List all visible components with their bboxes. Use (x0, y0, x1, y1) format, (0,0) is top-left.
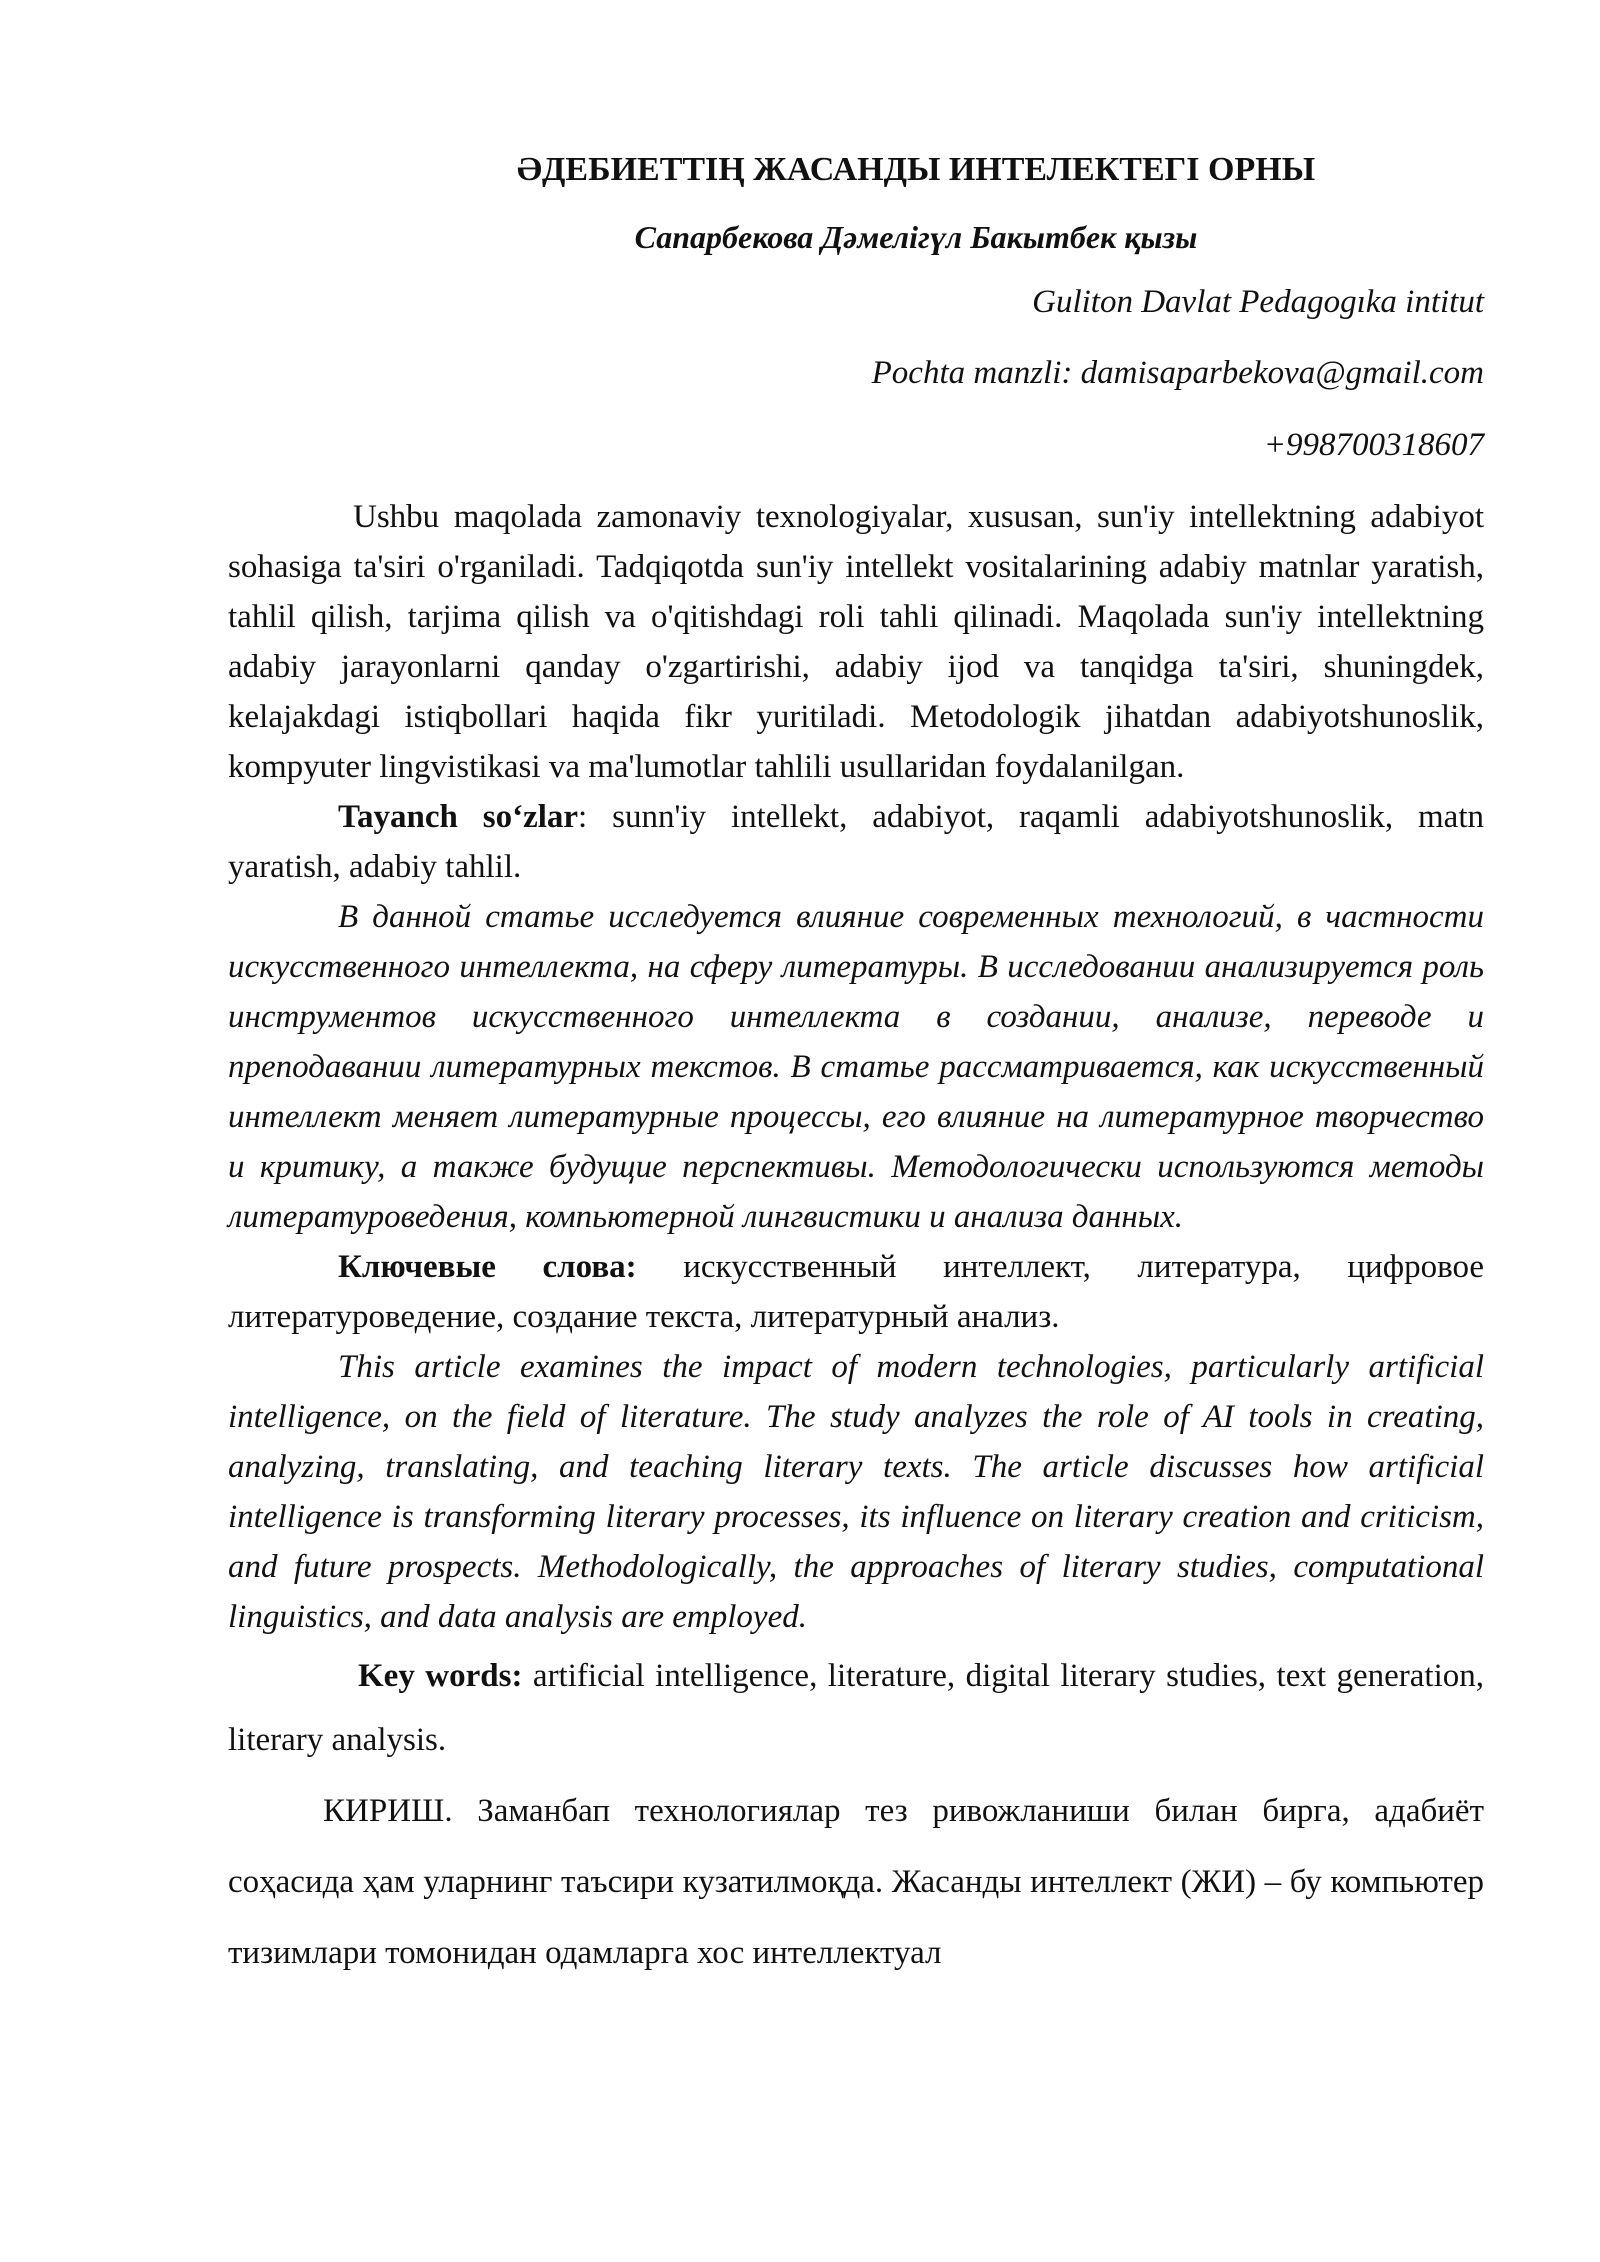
introduction-paragraph: КИРИШ. Заманбап технологиялар тез ривожланиши билан бирга, адабиёт соҳасида ҳам уларнинг таъсири кузатилмоқда. Жасанды интеллект (ЖИ) – бу компьютер тизимлари томонидан одамларга хос интеллектуал (228, 1792, 1484, 1971)
abstract-english: This article examines the impact of modern technologies, particularly artificial intelligence, on the field of literature. The study analyzes the role of AI tools in creating, analyzing, translating, and teaching literary texts. The article discusses how artificial intelligence is transforming literary processes, its influence on literary creation and criticism, and future prospects. Methodologically, the approaches of literary studies, computational linguistics, and data analysis are employed. (228, 1348, 1484, 1635)
keywords-russian-text: искусственный интеллект, литература, цифровое литературоведение, создание текста, литературный анализ. (228, 1248, 1485, 1335)
keywords-russian (228, 1242, 1484, 1342)
keywords-english-text: artificial intelligence, literature, digital literary studies, text generation, literary analysis. (228, 1657, 1484, 1758)
keywords-english (228, 1644, 1484, 1772)
article-title: ӘДЕБИЕТТІҢ ЖАСАНДЫ ИНТЕЛЕКТЕГІ ОРНЫ (516, 151, 1316, 188)
keywords-uzbek (228, 792, 1484, 892)
phone-number: +998700318607 (1263, 426, 1484, 463)
institution: Guliton Davlat Pedagogıka intitut (1032, 283, 1484, 320)
article-content (228, 150, 1484, 1989)
keywords-english-label: Key words: (358, 1657, 523, 1694)
abstract-russian: В данной статье исследуется влияние современных технологий, в частности искусственного интеллекта, на сферу литературы. В исследовании анализируется роль инструментов искусственного интеллекта в создании, анализе, переводе и преподавании литературных текстов. В статье рассматривается, как искусственный интеллект меняет литературные процессы, его влияние на литературное творчество и критику, а также будущие перспективы. Методологически используются методы литературоведения, компьютерной лингвистики и анализа данных. (228, 898, 1484, 1235)
abstract-uzbek: Ushbu maqolada zamonaviy texnologiyalar, xususan, sun'iy intellektning adabiyot sohasiga ta'siri o'rganiladi. Tadqiqotda sun'iy intellekt vositalarining adabiy matnlar yaratish, tahlil qilish, tarjima qilish va o'qitishdagi roli tahli qilinadi. Maqolada sun'iy intellektning adabiy jarayonlarni qanday o'zgartirishi, adabiy ijod va tanqidga ta'siri, shuningdek, kelajakdagi istiqbollari haqida fikr yuritiladi. Metodologik jihatdan adabiyotshunoslik, kompyuter lingvistikasi va ma'lumotlar tahlili usullaridan foydalanilgan. (228, 498, 1484, 785)
keywords-uzbek-text: : sunn'iy intellekt, adabiyot, raqamli adabiyotshunoslik, matn yaratish, adabiy tahlil. (228, 798, 1484, 885)
email-line: Pochta manzli: damisaparbekova@gmail.com (871, 355, 1484, 392)
keywords-uzbek-label: Tayanch so‘zlar (338, 798, 579, 835)
keywords-russian-label: Ключевые слова: (338, 1248, 637, 1285)
author-name: Сапарбекова Дәмелігүл Бакытбек қызы (634, 218, 1198, 255)
